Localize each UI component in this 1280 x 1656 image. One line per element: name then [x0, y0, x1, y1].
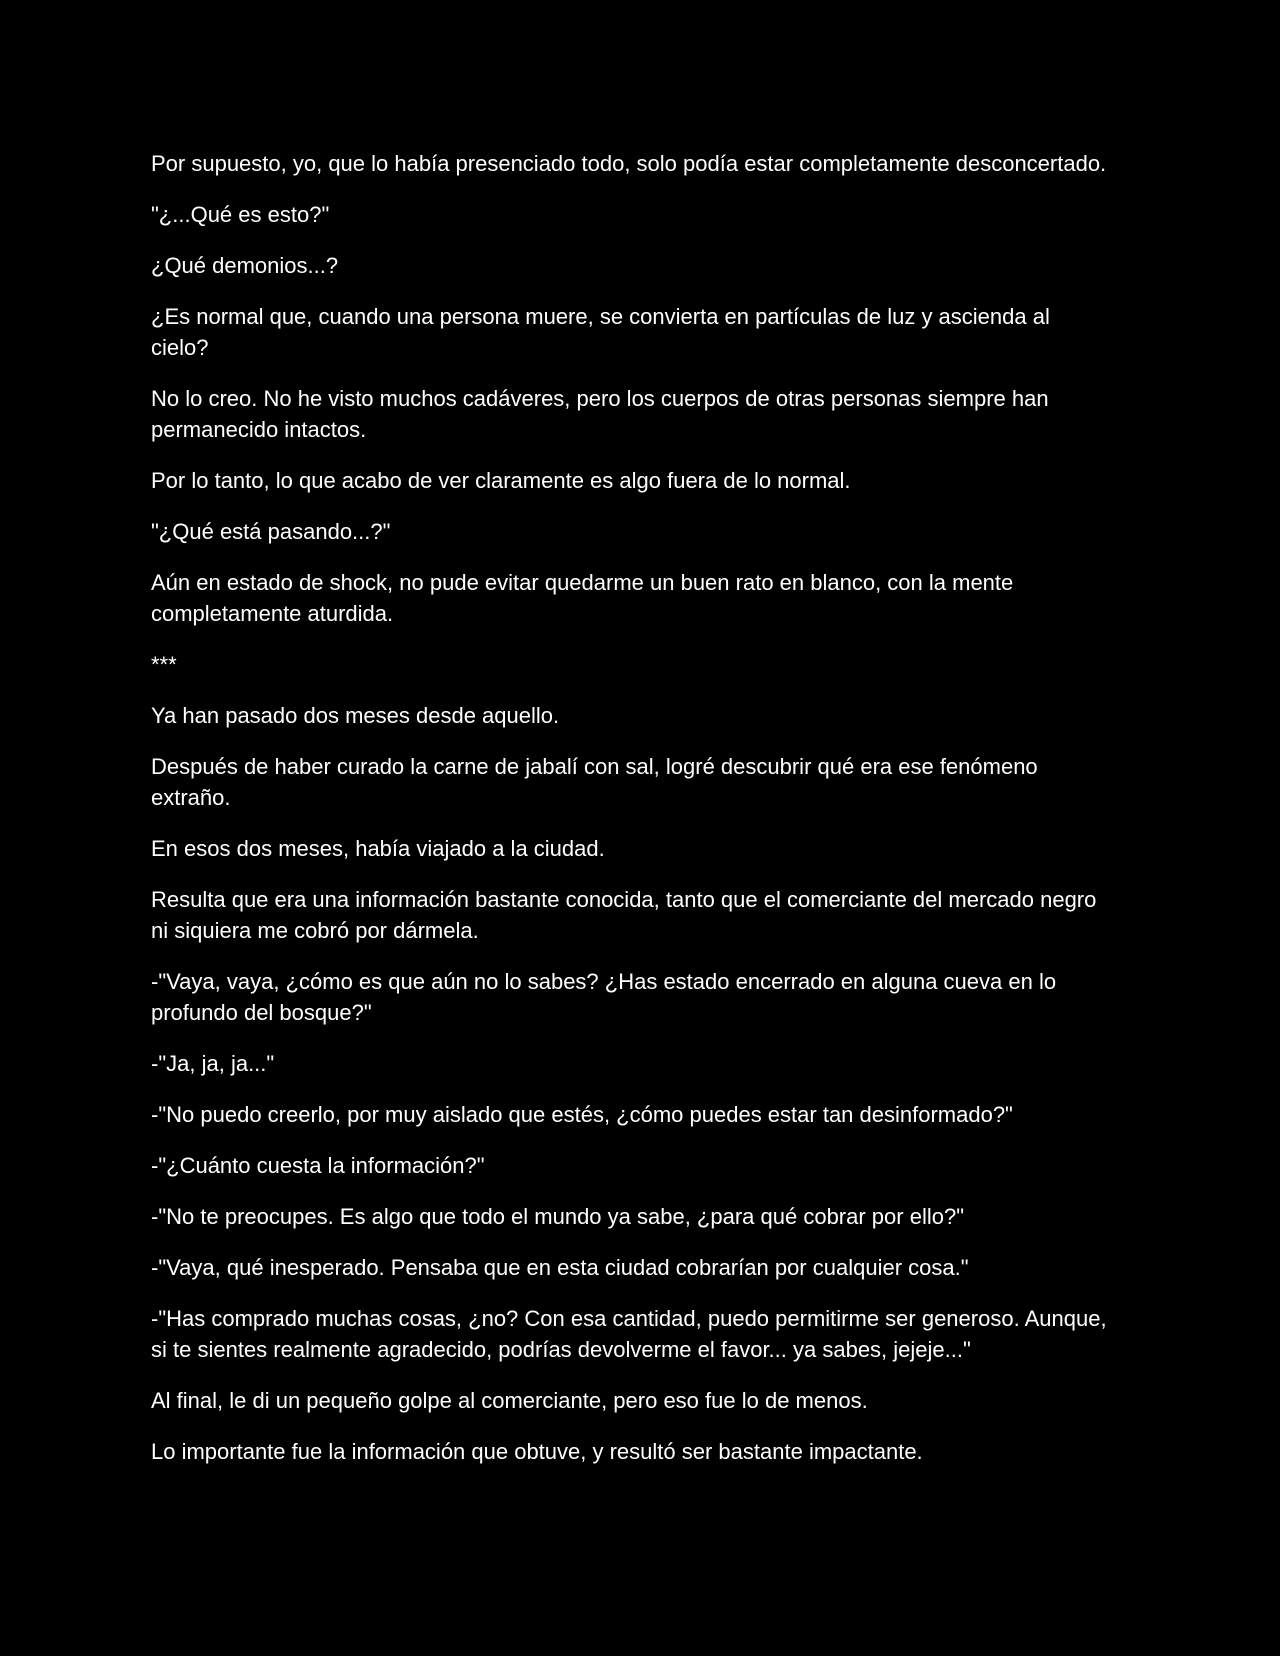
paragraph-6: Por lo tanto, lo que acabo de ver claramente es algo fuera de lo normal. [151, 468, 851, 493]
paragraph-7: "¿Qué está pasando...?" [151, 519, 391, 544]
paragraph-3: ¿Qué demonios...? [151, 253, 339, 278]
paragraph-10: Ya han pasado dos meses desde aquello. [151, 703, 560, 728]
paragraph-12: En esos dos meses, había viajado a la ciudad. [151, 836, 605, 861]
paragraph-19: -"Vaya, qué inesperado. Pensaba que en esta ciudad cobrarían por cualquier cosa." [151, 1255, 969, 1280]
paragraph-17: -"¿Cuánto cuesta la información?" [151, 1153, 485, 1178]
text-body [151, 148, 1111, 1487]
paragraph-14: -"Vaya, vaya, ¿cómo es que aún no lo sabes? ¿Has estado encerrado en alguna cueva en lo profundo del bosque?" [151, 969, 1057, 1025]
paragraph-22: Lo importante fue la información que obtuve, y resultó ser bastante impactante. [151, 1439, 923, 1464]
paragraph-2: "¿...Qué es esto?" [151, 202, 330, 227]
paragraph-16: -"No puedo creerlo, por muy aislado que estés, ¿cómo puedes estar tan desinformado?" [151, 1102, 1013, 1127]
paragraph-11: Después de haber curado la carne de jabalí con sal, logré descubrir qué era ese fenómeno extraño. [151, 754, 1038, 810]
paragraph-13: Resulta que era una información bastante conocida, tanto que el comerciante del mercado negro ni siquiera me cobró por dármela. [151, 887, 1097, 943]
paragraph-20: -"Has comprado muchas cosas, ¿no? Con esa cantidad, puedo permitirme ser generoso. Aunque, si te sientes realmente agradecido, podrías devolverme el favor... ya sabes, jejeje..." [151, 1306, 1107, 1362]
paragraph-4: ¿Es normal que, cuando una persona muere, se convierta en partículas de luz y ascienda al cielo? [151, 304, 1050, 360]
paragraph-18: -"No te preocupes. Es algo que todo el mundo ya sabe, ¿para qué cobrar por ello?" [151, 1204, 965, 1229]
paragraph-8: Aún en estado de shock, no pude evitar quedarme un buen rato en blanco, con la mente completamente aturdida. [151, 570, 1014, 626]
paragraph-21: Al final, le di un pequeño golpe al comerciante, pero eso fue lo de menos. [151, 1388, 868, 1413]
paragraph-5: No lo creo. No he visto muchos cadáveres, pero los cuerpos de otras personas siempre han permanecido intactos. [151, 386, 1049, 442]
paragraph-1: Por supuesto, yo, que lo había presenciado todo, solo podía estar completamente desconcertado. [151, 151, 1107, 176]
paragraph-15: -"Ja, ja, ja..." [151, 1051, 275, 1076]
section-separator: *** [151, 652, 177, 677]
